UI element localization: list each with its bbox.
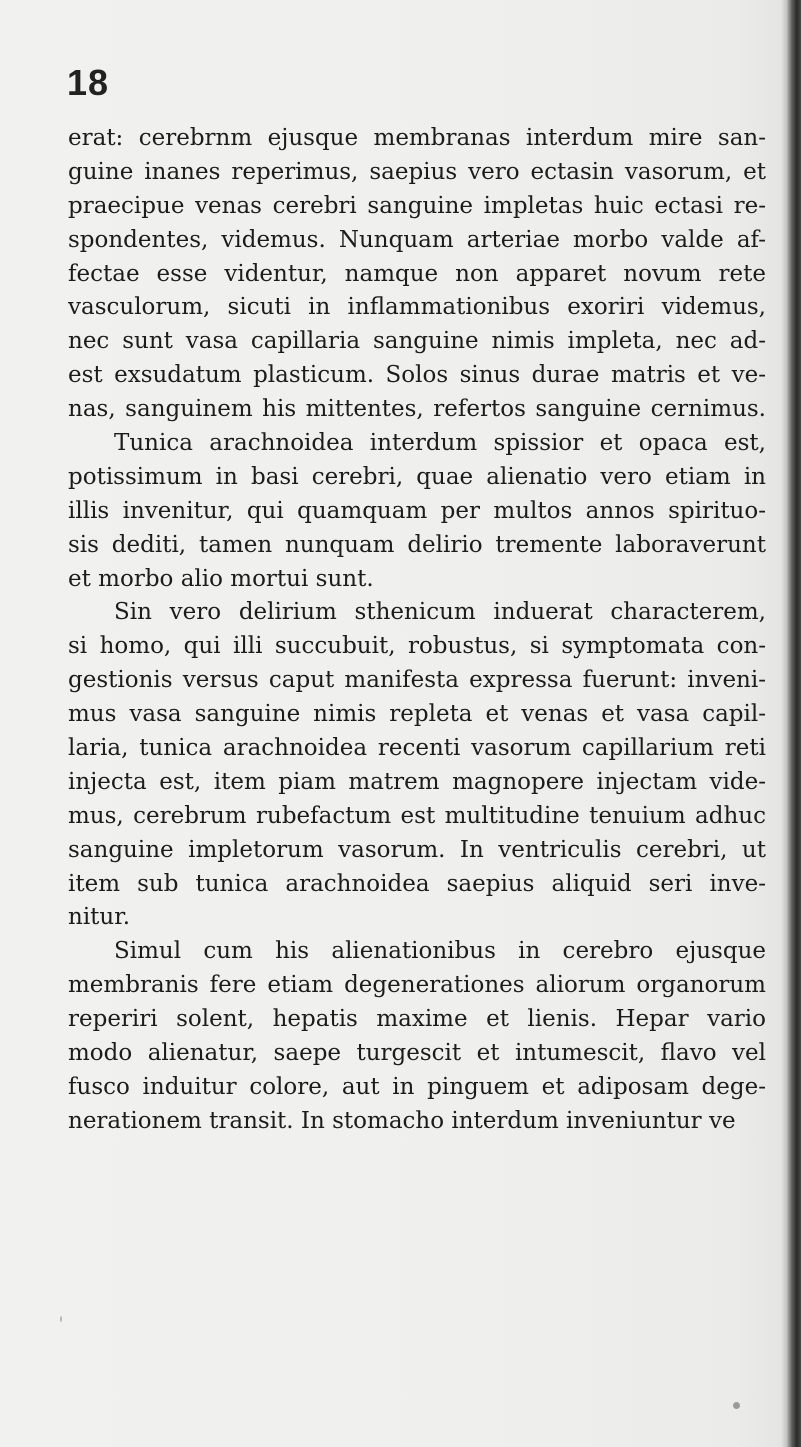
text-line: modo alienatur, saepe turgescit et intumescit, flavo vel	[68, 1040, 766, 1067]
paper-speck	[733, 1402, 740, 1409]
text-line: si homo, qui illi succubuit, robustus, si symptomata con-	[68, 633, 766, 660]
binding-edge	[787, 0, 801, 1447]
body-text	[68, 122, 766, 1139]
text-line: illis invenitur, qui quamquam per multos annos spirituo-	[68, 497, 766, 524]
paper-speck	[60, 1316, 62, 1322]
page-number: 18	[67, 62, 110, 103]
text-line: praecipue venas cerebri sanguine impletas huic ectasi re-	[68, 192, 766, 219]
text-line: sis dediti, tamen nunquam delirio tremente laboraverunt	[68, 531, 766, 558]
text-line: membranis fere etiam degenerationes aliorum organorum	[68, 972, 766, 999]
text-line: sanguine impletorum vasorum. In ventriculis cerebri, ut	[68, 836, 766, 863]
text-line: vasculorum, sicuti in inflammationibus exoriri videmus,	[68, 294, 766, 321]
paragraph-end-line: nitur.	[68, 904, 131, 931]
text-line: item sub tunica arachnoidea saepius aliquid seri inve-	[68, 870, 766, 897]
text-line: reperiri solent, hepatis maxime et lienis. Hepar vario	[68, 1006, 766, 1033]
text-line: est exsudatum plasticum. Solos sinus durae matris et ve-	[68, 362, 766, 389]
text-line: guine inanes reperimus, saepius vero ectasin vasorum, et	[68, 158, 766, 185]
text-line: erat: cerebrnm ejusque membranas interdum mire san-	[68, 125, 766, 151]
text-line: fusco induitur colore, aut in pinguem et adiposam dege-	[68, 1073, 766, 1100]
text-line: nec sunt vasa capillaria sanguine nimis impleta, nec ad-	[68, 328, 766, 355]
text-line: injecta est, item piam matrem magnopere injectam vide-	[68, 768, 766, 795]
paragraph-start-line: Simul cum his alienationibus in cerebro ejusque	[114, 938, 766, 965]
text-line: mus, cerebrum rubefactum est multitudine tenuium adhuc	[68, 802, 766, 829]
paragraph-start-line: Sin vero delirium sthenicum induerat characterem,	[114, 599, 766, 626]
text-line: mus vasa sanguine nimis repleta et venas et vasa capil-	[68, 701, 766, 728]
text-line: nas, sanguinem his mittentes, refertos sanguine cernimus.	[68, 396, 766, 423]
paragraph-start-line: Tunica arachnoidea interdum spissior et opaca est,	[114, 430, 766, 457]
text-line: fectae esse videntur, namque non apparet novum rete	[68, 260, 766, 287]
text-line: nerationem transit. In stomacho interdum inveniuntur ve	[68, 1107, 736, 1134]
paragraph-end-line: et morbo alio mortui sunt.	[68, 565, 374, 592]
text-line: laria, tunica arachnoidea recenti vasorum capillarium reti	[68, 735, 766, 762]
text-line: potissimum in basi cerebri, quae alienatio vero etiam in	[68, 463, 766, 490]
text-line: gestionis versus caput manifesta expressa fuerunt: inveni-	[68, 667, 766, 694]
text-line: spondentes, videmus. Nunquam arteriae morbo valde af-	[68, 226, 766, 253]
